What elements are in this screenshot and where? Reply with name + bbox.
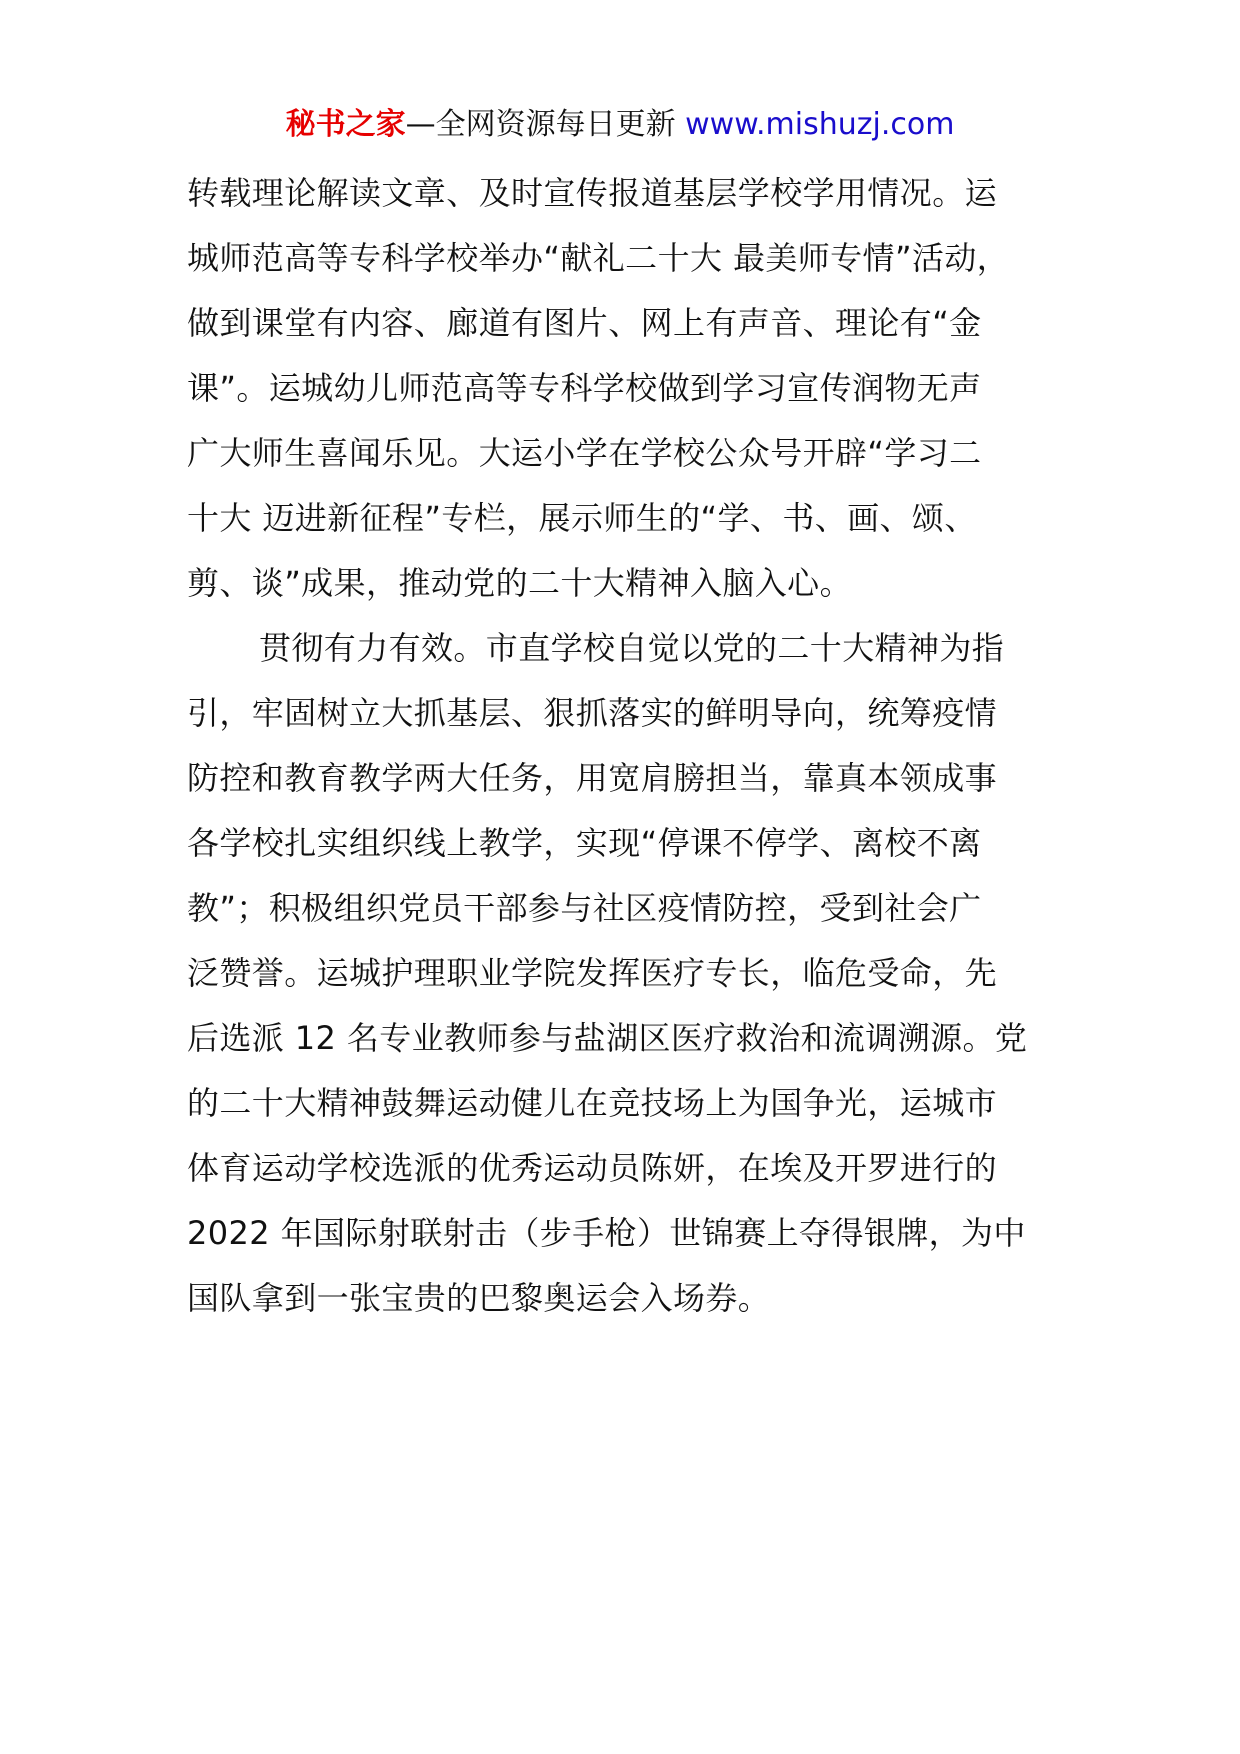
text-line: 国队拿到一张宝贵的巴黎奥运会入场券。	[187, 1279, 771, 1317]
text-line: 各学校扎实组织线上教学，实现“停课不停学、离校不离	[187, 824, 982, 862]
text-line: 做到课堂有内容、廊道有图片、网上有声音、理论有“金	[187, 304, 982, 342]
text-line: 防控和教育教学两大任务，用宽肩膀担当，靠真本领成事	[187, 759, 998, 797]
paragraph-start-line: 贯彻有力有效。市直学校自觉以党的二十大精神为指	[259, 629, 1005, 667]
text-line: 剪、谈”成果，推动党的二十大精神入脑入心。	[187, 564, 852, 602]
text-line: 的二十大精神鼓舞运动健儿在竞技场上为国争光，运城市	[187, 1084, 998, 1122]
text-line: 转载理论解读文章、及时宣传报道基层学校学用情况。运	[187, 174, 998, 212]
text-line: 广大师生喜闻乐见。大运小学在学校公众号开辟“学习二	[187, 434, 982, 472]
text-line: 后选派 12 名专业教师参与盐湖区医疗救治和流调溯源。党	[187, 1019, 1028, 1057]
page-header	[0, 103, 1240, 147]
text-line: 引，牢固树立大抓基层、狠抓落实的鲜明导向，统筹疫情	[187, 694, 998, 732]
brand-name: 秘书之家	[285, 107, 406, 142]
text-line: 十大 迈进新征程”专栏，展示师生的“学、书、画、颂、	[187, 499, 977, 537]
text-line: 泛赞誉。运城护理职业学院发挥医疗专长，临危受命，先	[187, 954, 998, 992]
article-body	[187, 161, 1057, 1331]
text-line: 2022 年国际射联射击（步手枪）世锦赛上夺得银牌，为中	[187, 1214, 1026, 1252]
header-slogan: —全网资源每日更新	[405, 107, 686, 142]
text-line: 课”。运城幼儿师范高等专科学校做到学习宣传润物无声	[187, 369, 982, 407]
text-line: 教”；积极组织党员干部参与社区疫情防控，受到社会广	[187, 889, 982, 927]
text-line: 体育运动学校选派的优秀运动员陈妍，在埃及开罗进行的	[187, 1149, 998, 1187]
text-line: 城师范高等专科学校举办“献礼二十大 最美师专情”活动，	[187, 239, 1010, 277]
website-url[interactable]: www.mishuzj.com	[685, 107, 955, 142]
